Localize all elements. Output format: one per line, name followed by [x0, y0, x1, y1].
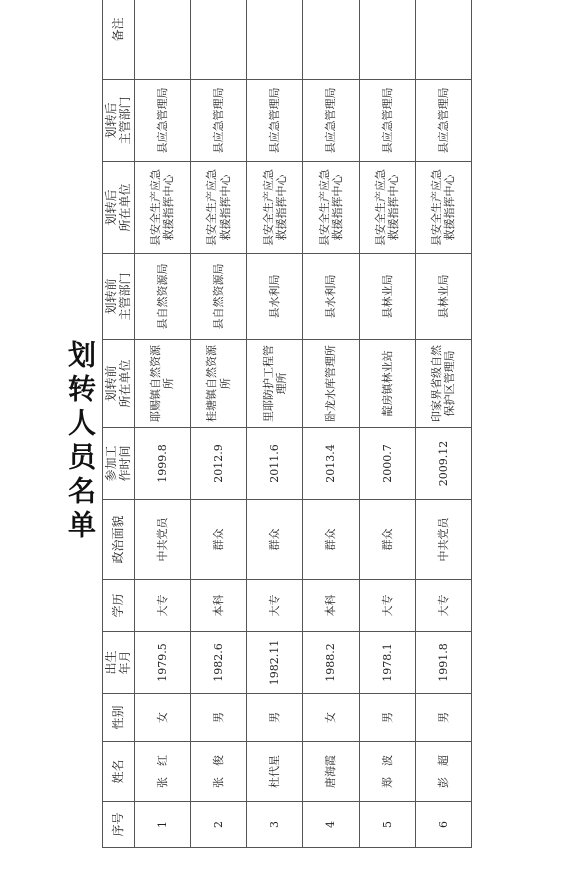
table-cell: 张 红	[134, 742, 190, 802]
table-cell: 群众	[359, 500, 415, 580]
table-cell: 中共党员	[134, 500, 190, 580]
table-cell: 1988.2	[303, 632, 359, 694]
table-cell: 印家界省级自然保护区管理局	[415, 340, 471, 428]
column-header: 参加工 作时间	[103, 428, 135, 500]
table-cell: 大专	[415, 580, 471, 632]
table-cell: 耶赐镇自然资源所	[134, 340, 190, 428]
table-cell: 里耶防护工程管理所	[247, 340, 303, 428]
table-cell: 2012.9	[190, 428, 246, 500]
table-cell: 男	[415, 694, 471, 742]
table-cell: 女	[134, 694, 190, 742]
table-cell: 县应急管理局	[303, 80, 359, 162]
table-cell: 卧龙水库管理所	[303, 340, 359, 428]
table-cell: 县应急管理局	[134, 80, 190, 162]
table-cell: 1999.8	[134, 428, 190, 500]
table-cell: 唐海霞	[303, 742, 359, 802]
table-cell: 县自然资源局	[134, 254, 190, 340]
table-cell: 县应急管理局	[359, 80, 415, 162]
table-cell: 县安全生产应急救援指挥中心	[190, 162, 246, 254]
table-cell: 群众	[247, 500, 303, 580]
table-row	[415, 0, 471, 848]
table-cell: 县安全生产应急救援指挥中心	[134, 162, 190, 254]
table-cell	[415, 0, 471, 80]
table-row	[190, 0, 246, 848]
table-cell: 6	[415, 802, 471, 848]
table-cell: 县林业局	[415, 254, 471, 340]
table-cell: 县林业局	[359, 254, 415, 340]
table-cell: 女	[303, 694, 359, 742]
table-cell: 县安全生产应急救援指挥中心	[415, 162, 471, 254]
table-cell: 县应急管理局	[415, 80, 471, 162]
table-cell: 1979.5	[134, 632, 190, 694]
table-cell: 5	[359, 802, 415, 848]
table-cell: 大专	[134, 580, 190, 632]
table-cell: 2013.4	[303, 428, 359, 500]
table-cell	[303, 0, 359, 80]
table-cell: 县水利局	[303, 254, 359, 340]
column-header: 政治面貌	[103, 500, 135, 580]
table-cell: 县自然资源局	[190, 254, 246, 340]
table-cell: 大专	[359, 580, 415, 632]
column-header: 划转后 所在单位	[103, 162, 135, 254]
table-cell: 1978.1	[359, 632, 415, 694]
table-cell: 杜代星	[247, 742, 303, 802]
table-cell: 3	[247, 802, 303, 848]
table-cell: 群众	[190, 500, 246, 580]
header-row	[103, 0, 135, 848]
table-cell: 2011.6	[247, 428, 303, 500]
table-cell: 2	[190, 802, 246, 848]
table-cell: 县应急管理局	[247, 80, 303, 162]
table-cell: 1982.6	[190, 632, 246, 694]
column-header: 序号	[103, 802, 135, 848]
column-header: 划转前 所在单位	[103, 340, 135, 428]
table-cell: 县应急管理局	[190, 80, 246, 162]
table-cell: 中共党员	[415, 500, 471, 580]
table-cell: 张 俊	[190, 742, 246, 802]
table-cell: 1991.8	[415, 632, 471, 694]
rotated-table-wrapper	[102, 17, 472, 848]
column-header: 备注	[103, 0, 135, 80]
table-cell: 1982.11	[247, 632, 303, 694]
table-cell: 彭 超	[415, 742, 471, 802]
table-cell: 县安全生产应急救援指挥中心	[359, 162, 415, 254]
table-row	[303, 0, 359, 848]
column-header: 姓名	[103, 742, 135, 802]
table-cell: 桂塘镇自然资源所	[190, 340, 246, 428]
column-header: 出生 年月	[103, 632, 135, 694]
column-header: 学历	[103, 580, 135, 632]
table-cell: 大专	[247, 580, 303, 632]
table-cell: 1	[134, 802, 190, 848]
table-cell	[190, 0, 246, 80]
table-cell: 男	[190, 694, 246, 742]
table-cell: 男	[359, 694, 415, 742]
table-cell: 群众	[303, 500, 359, 580]
table-row	[134, 0, 190, 848]
table-cell: 靛房镇林业站	[359, 340, 415, 428]
column-header: 划转后 主管部门	[103, 80, 135, 162]
table-cell: 4	[303, 802, 359, 848]
table-cell: 2000.7	[359, 428, 415, 500]
table-cell: 县水利局	[247, 254, 303, 340]
table-cell: 本科	[303, 580, 359, 632]
table-cell: 2009.12	[415, 428, 471, 500]
table-row	[247, 0, 303, 848]
table-cell: 男	[247, 694, 303, 742]
column-header: 性别	[103, 694, 135, 742]
table-cell	[247, 0, 303, 80]
column-header: 划转前 主管部门	[103, 254, 135, 340]
table-cell	[134, 0, 190, 80]
table-container	[102, 17, 472, 848]
table-cell: 郑 波	[359, 742, 415, 802]
table-cell: 县安全生产应急救援指挥中心	[247, 162, 303, 254]
table-cell	[359, 0, 415, 80]
document-title: 划转人员名单	[64, 340, 97, 544]
table-cell: 本科	[190, 580, 246, 632]
table-cell: 县安全生产应急救援指挥中心	[303, 162, 359, 254]
table-row	[359, 0, 415, 848]
personnel-table	[102, 0, 472, 848]
